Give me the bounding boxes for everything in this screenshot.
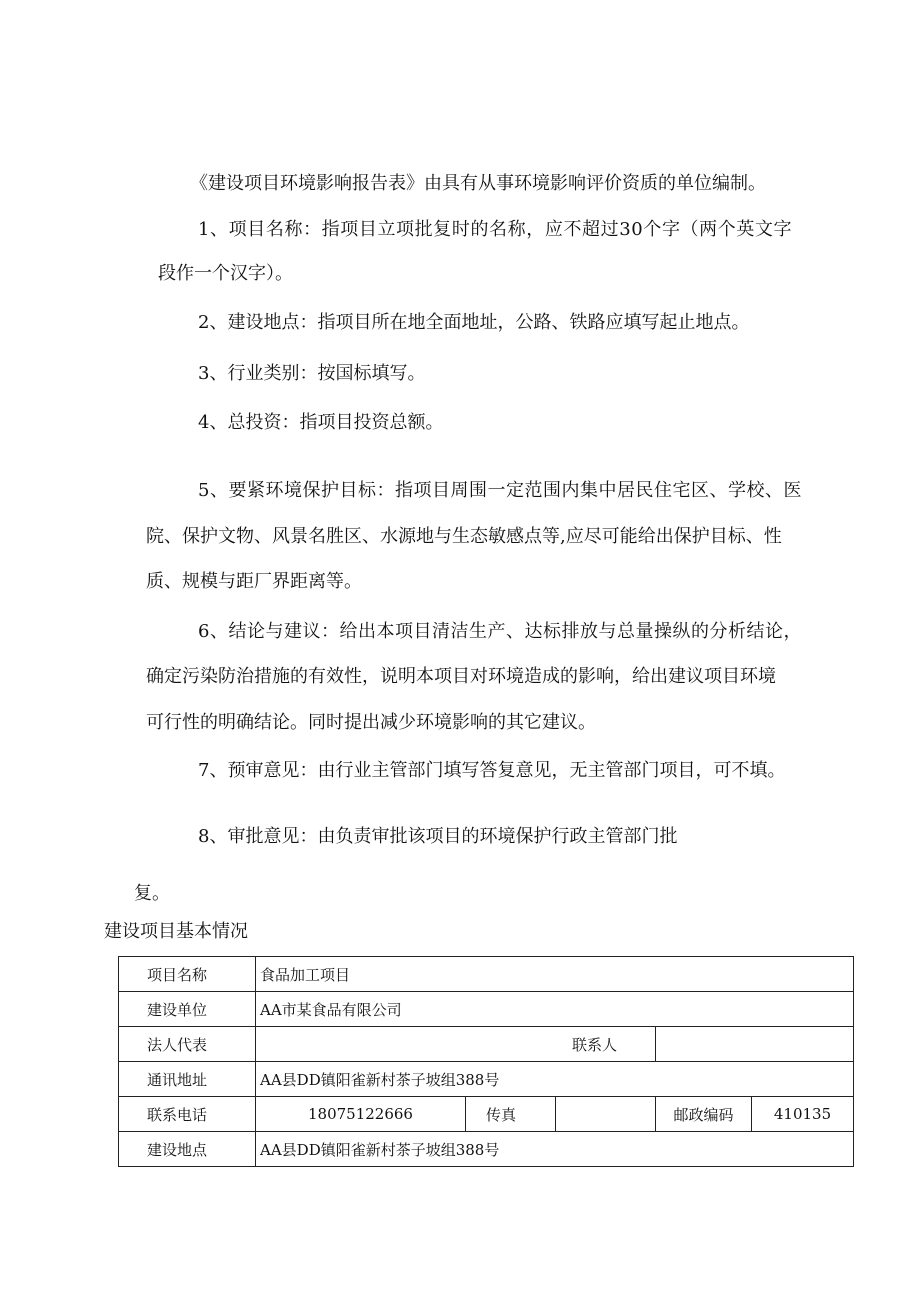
contact-value	[656, 1027, 854, 1062]
paragraph-item8-line2: 复。	[134, 883, 170, 904]
paragraph-item1-line2: 段作一个汉字）。	[158, 263, 293, 284]
contact-label: 联系人	[256, 1027, 656, 1062]
unit-label: 建设单位	[119, 992, 256, 1027]
table-row	[119, 1027, 854, 1062]
paragraph-item2: 2、建设地点：指项目所在地全面地址，公路、铁路应填写起止地点。	[198, 312, 750, 333]
table-row	[119, 957, 854, 992]
paragraph-item5-line1: 5、要紧环境保护目标：指项目周围一定范围内集中居民住宅区、学校、医	[198, 480, 802, 501]
table-row	[119, 1097, 854, 1132]
postcode-label: 邮政编码	[656, 1097, 752, 1132]
phone-label: 联系电话	[119, 1097, 256, 1132]
paragraph-item8-line1: 8、审批意见：由负责审批该项目的环境保护行政主管部门批	[198, 826, 678, 847]
site-value: AA县DD镇阳雀新村茶子坡组388号	[256, 1132, 854, 1167]
paragraph-item3: 3、行业类别：按国标填写。	[198, 363, 426, 384]
address-label: 通讯地址	[119, 1062, 256, 1097]
table-row	[119, 1062, 854, 1097]
project-name-value: 食品加工项目	[256, 957, 854, 992]
unit-value: AA市某食品有限公司	[256, 992, 854, 1027]
paragraph-item6-line3: 可行性的明确结论。同时提出减少环境影响的其它建议。	[146, 712, 596, 733]
paragraph-item5-line3: 质、规模与距厂界距离等。	[146, 571, 362, 592]
paragraph-item5-line2: 院、保护文物、风景名胜区、水源地与生态敏感点等,应尽可能给出保护目标、性	[146, 526, 782, 547]
fax-label: 传真	[466, 1097, 556, 1132]
paragraph-item6-line2: 确定污染防治措施的有效性，说明本项目对环境造成的影响，给出建议项目环境	[146, 666, 776, 687]
project-info-table	[118, 956, 854, 1167]
phone-value: 18075122666	[256, 1097, 466, 1132]
section-title: 建设项目基本情况	[104, 921, 248, 942]
address-value: AA县DD镇阳雀新村茶子坡组388号	[256, 1062, 854, 1097]
legal-rep-label: 法人代表	[119, 1027, 256, 1062]
paragraph-item6-line1: 6、结论与建议：给出本项目清洁生产、达标排放与总量操纵的分析结论，	[198, 621, 802, 642]
table-row	[119, 1132, 854, 1167]
table-row	[119, 992, 854, 1027]
paragraph-item7: 7、预审意见：由行业主管部门填写答复意见，无主管部门项目，可不填。	[198, 760, 786, 781]
postcode-value: 410135	[752, 1097, 854, 1132]
paragraph-intro: 《建设项目环境影响报告表》由具有从事环境影响评价资质的单位编制。	[190, 173, 766, 194]
site-label: 建设地点	[119, 1132, 256, 1167]
project-name-label: 项目名称	[119, 957, 256, 992]
paragraph-item1-line1: 1、项目名称：指项目立项批复时的名称，应不超过30个字（两个英文字	[198, 219, 793, 240]
paragraph-item4: 4、总投资：指项目投资总额。	[198, 412, 444, 433]
fax-value	[556, 1097, 656, 1132]
